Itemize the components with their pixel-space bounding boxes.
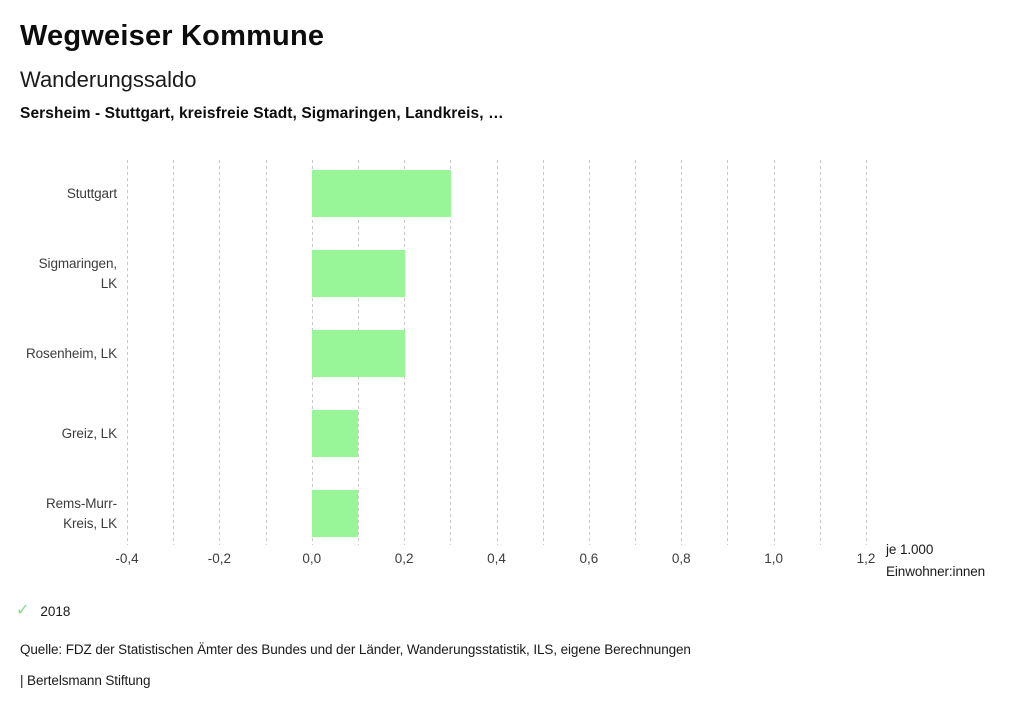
x-tick-label: 0,4 [487, 551, 506, 566]
bar-stuttgart[interactable] [312, 170, 451, 217]
axis-unit-line1: je 1.000 [886, 542, 934, 557]
gridline [266, 160, 267, 545]
x-tick-label: 1,2 [856, 551, 876, 566]
axis-unit-line2: Einwohner:innen [886, 563, 986, 579]
gridline [173, 160, 174, 545]
category-label: Rosenheim, LK [26, 345, 117, 361]
legend-year-label: 2018 [40, 603, 71, 619]
bar-rems-murr-kreis-lk[interactable] [312, 490, 358, 537]
check-icon: ✓ [16, 602, 30, 619]
source-text: Quelle: FDZ der Statistischen Ämter des Bundes und der Länder, Wanderungsstatistik, ILS, eigene Berechnungen [20, 642, 691, 657]
chart-filter-breadcrumb: Sersheim - Stuttgart, kreisfreie Stadt, Sigmaringen, Landkreis, … [20, 105, 504, 122]
category-label: Stuttgart [66, 185, 117, 201]
gridline [497, 160, 498, 545]
bar-rosenheim-lk[interactable] [312, 330, 404, 377]
category-label: Sigmaringen, LK [38, 255, 117, 291]
x-tick-label: -0,4 [115, 551, 139, 566]
brand-text: | Bertelsmann Stiftung [20, 673, 151, 688]
gridline [820, 160, 821, 545]
gridline [635, 160, 636, 545]
x-tick-label: 0,0 [302, 551, 322, 566]
bar-greiz-lk[interactable] [312, 410, 358, 457]
bar-sigmaringen-lk[interactable] [312, 250, 404, 297]
gridline [543, 160, 544, 545]
chart-title: Wanderungssaldo [20, 67, 197, 92]
page-title: Wegweiser Kommune [20, 20, 325, 52]
x-tick-label: 0,6 [579, 551, 599, 566]
x-tick-label: -0,2 [207, 551, 232, 566]
gridline [774, 160, 775, 545]
x-tick-label: 0,2 [394, 551, 414, 566]
legend-item-2018[interactable] [16, 602, 70, 620]
x-tick-label: 1,0 [764, 551, 783, 566]
category-label: Greiz, LK [61, 425, 117, 441]
gridline [450, 160, 451, 545]
x-tick-label: 0,8 [671, 551, 691, 566]
category-label: Rems-Murr- Kreis, LK [46, 495, 117, 531]
gridline [589, 160, 590, 545]
gridline [219, 160, 220, 545]
axis-unit-label [886, 539, 985, 582]
gridline [681, 160, 682, 545]
gridline [727, 160, 728, 545]
gridline [866, 160, 867, 545]
gridline [127, 160, 128, 545]
